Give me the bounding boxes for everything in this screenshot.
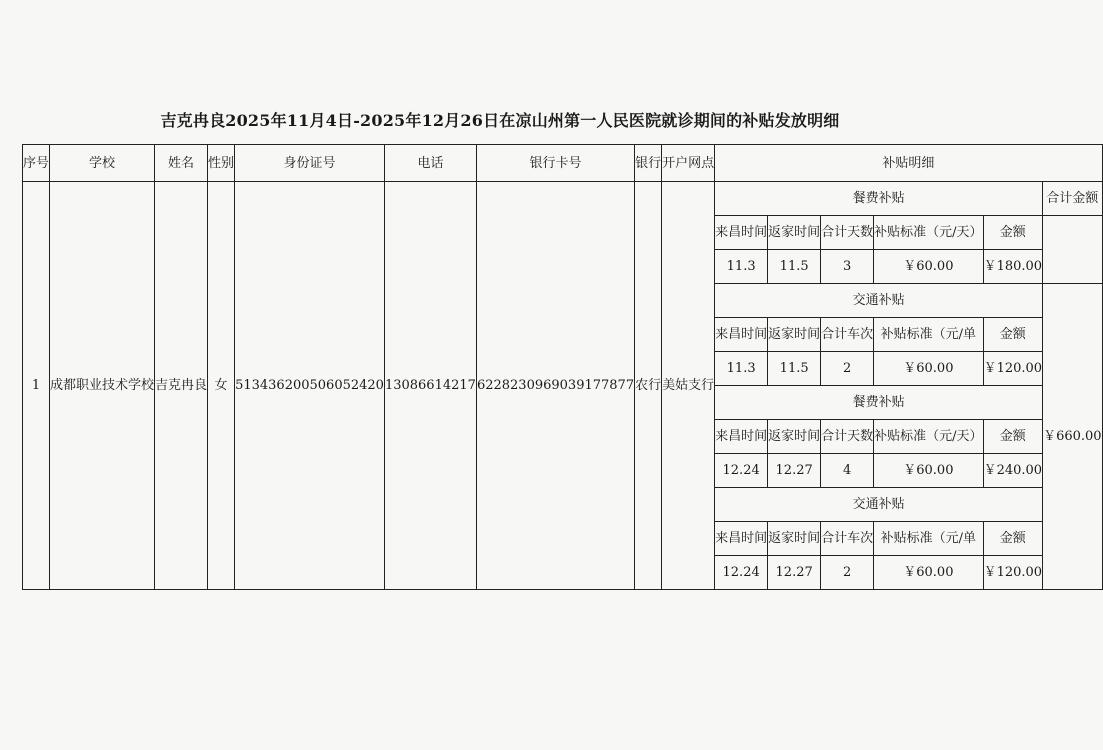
section-title: 交通补贴 [715,488,1043,522]
record-gender: 女 [208,182,235,590]
col-rate: 补贴标准（元/单 [874,318,983,352]
record-bank-card: 6228230969039177877 [476,182,634,590]
value-amount: ￥120.00 [983,556,1043,590]
header-school: 学校 [50,145,155,182]
col-back: 返家时间 [768,318,821,352]
record-id-number: 513436200506052420 [235,182,385,590]
col-rate: 补贴标准（元/单 [874,522,983,556]
value-count: 2 [821,556,874,590]
value-amount: ￥240.00 [983,454,1043,488]
col-count: 合计天数 [821,420,874,454]
record-name: 吉克冉良 [155,182,208,590]
col-count: 合计天数 [821,216,874,250]
subsidy-table [22,144,1103,590]
value-from: 11.3 [715,352,768,386]
header-branch: 开户网点 [662,145,715,182]
value-count: 2 [821,352,874,386]
value-back: 12.27 [768,454,821,488]
col-amount: 金额 [983,318,1043,352]
col-amount: 金额 [983,522,1043,556]
section-title: 餐费补贴 [715,386,1043,420]
col-from: 来昌时间 [715,420,768,454]
record-school: 成都职业技术学校 [50,182,155,590]
value-from: 11.3 [715,250,768,284]
header-bank-card: 银行卡号 [476,145,634,182]
col-from: 来昌时间 [715,522,768,556]
value-back: 12.27 [768,556,821,590]
col-back: 返家时间 [768,216,821,250]
header-gender: 性别 [208,145,235,182]
col-rate: 补贴标准（元/天） [874,420,983,454]
record-seq: 1 [23,182,50,590]
value-rate: ￥60.00 [874,250,983,284]
section-title: 餐费补贴 [715,182,1043,216]
col-rate: 补贴标准（元/天） [874,216,983,250]
header-id-number: 身份证号 [235,145,385,182]
col-from: 来昌时间 [715,216,768,250]
value-back: 11.5 [768,352,821,386]
value-rate: ￥60.00 [874,352,983,386]
value-count: 3 [821,250,874,284]
header-name: 姓名 [155,145,208,182]
col-count: 合计车次 [821,318,874,352]
header-seq: 序号 [23,145,50,182]
total-amount-blank [1043,216,1103,284]
value-from: 12.24 [715,454,768,488]
section-title-row [23,182,1103,216]
header-phone: 电话 [384,145,476,182]
header-bank: 银行 [635,145,662,182]
header-subsidy-detail: 补贴明细 [715,145,1102,182]
record-bank: 农行 [635,182,662,590]
record-phone: 13086614217 [384,182,476,590]
record-branch: 美姑支行 [662,182,715,590]
value-rate: ￥60.00 [874,454,983,488]
col-amount: 金额 [983,420,1043,454]
header-total-amount: 合计金额 [1043,182,1103,216]
col-amount: 金额 [983,216,1043,250]
col-count: 合计车次 [821,522,874,556]
value-count: 4 [821,454,874,488]
col-from: 来昌时间 [715,318,768,352]
section-title: 交通补贴 [715,284,1043,318]
value-back: 11.5 [768,250,821,284]
document-title: 吉克冉良2025年11月4日-2025年12月26日在凉山州第一人民医院就诊期间的补贴发放明细 [160,111,840,130]
value-amount: ￥120.00 [983,352,1043,386]
value-rate: ￥60.00 [874,556,983,590]
col-back: 返家时间 [768,522,821,556]
value-amount: ￥180.00 [983,250,1043,284]
total-amount: ￥660.00 [1043,284,1103,590]
value-from: 12.24 [715,556,768,590]
header-row [23,145,1103,182]
col-back: 返家时间 [768,420,821,454]
